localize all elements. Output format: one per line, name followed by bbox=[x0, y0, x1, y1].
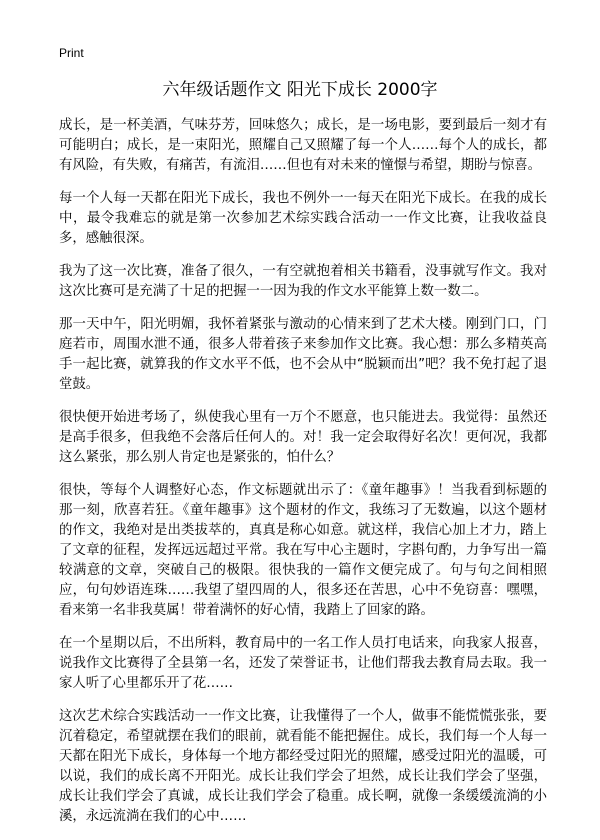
paragraph-6: 很快，等每个人调整好心态，作文标题就出示了：《童年趣事》！当我看到标题的那一刻，欣喜若狂。《童年趣事》这个题材的作文，我练习了无数遍，以这个题材的作文，我绝对是出类拔萃的，真真是称心如意。就这样，我信心加上才力，踏上了文章的征程，发挥远远超过平常。我在写中心主题时，字斟句酌，力争写出一篇较满意的文章，突破自己的极限。很快我的一篇作文便完成了。句与句之间相照应，句句妙语连珠……我望了望四周的人，很多还在苦思，心中不免窃喜：嘿嘿，看来第一名非我莫属！带着满怀的好心情，我踏上了回家的路。 bbox=[59, 483, 547, 618]
page-title: 六年级话题作文 阳光下成长 2000字 bbox=[162, 80, 438, 100]
article-body bbox=[59, 116, 547, 840]
paragraph-5: 很快便开始进考场了，纵使我心里有一万个不愿意，也只能进去。我觉得：虽然还是高手很多，但我绝不会落后任何人的。对！我一定会取得好名次！更何况，我都这么紧张，那么别人肯定也是紧张的，怕什么？ bbox=[59, 410, 547, 465]
paragraph-3: 我为了这一次比赛，准备了很久，一有空就抱着相关书籍看，没事就写作文。我对这次比赛可是充满了十足的把握一一因为我的作文水平能算上数一数二。 bbox=[59, 264, 547, 299]
paragraph-7: 在一个星期以后，不出所料，教育局中的一名工作人员打电话来，向我家人报喜，说我作文比赛得了全县第一名，还发了荣誉证书，让他们帮我去教育局去取。我一家人听了心里都乐开了花…… bbox=[59, 636, 547, 691]
print-link[interactable]: Print bbox=[59, 46, 84, 60]
paragraph-1: 成长，是一杯美酒，气味芬芳，回味悠久；成长，是一场电影，要到最后一刻才有可能明白；成长，是一束阳光，照耀自己又照耀了每一个人……每个人的成长，都有风险，有失败，有痛苦，有流泪……但也有对未来的憧憬与希望，期盼与惊喜。 bbox=[59, 118, 547, 173]
paragraph-2: 每一个人每一天都在阳光下成长，我也不例外一一每天在阳光下成长。在我的成长中，最令我难忘的就是第一次参加艺术综实践合活动一一作文比赛，让我收益良多，感触很深。 bbox=[59, 191, 547, 246]
paragraph-4: 那一天中午，阳光明媚，我怀着紧张与激动的心情来到了艺术大楼。刚到门口，门庭若市，周围水泄不通，很多人带着孩子来参加作文比赛。我心想：那么多精英高手一起比赛，就算我的作文水平不低，也不会从中“脱颖而出”吧？我不免打起了退堂鼓。 bbox=[59, 317, 547, 392]
paragraph-8: 这次艺术综合实践活动一一作文比赛，让我懂得了一个人，做事不能慌慌张张，要沉着稳定，希望就摆在我们的眼前，就看能不能把握住。成长，我们每一个人每一天都在阳光下成长，身体每一个地方都经受过阳光的照耀，感受过阳光的温暖，可以说，我们的成长离不开阳光。成长让我们学会了坦然，成长让我们学会了坚强，成长让我们学会了真诚，成长让我们学会了稳重。成长啊，就像一条缓缓流淌的小溪，永远流淌在我们的心中…… bbox=[59, 709, 547, 824]
